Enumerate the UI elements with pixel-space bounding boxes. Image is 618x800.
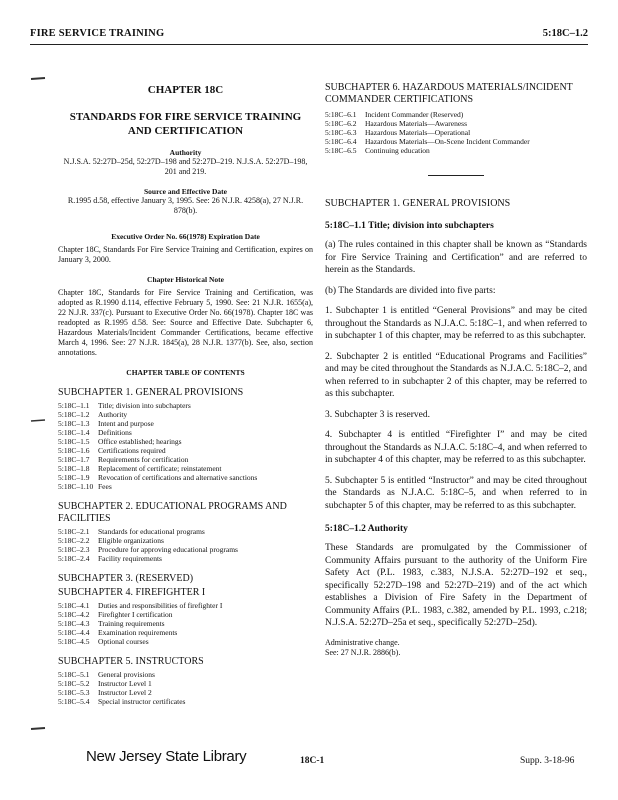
header-title: FIRE SERVICE TRAINING [30,28,165,39]
toc-row [58,401,257,410]
toc-section-title: Duties and responsibilities of firefighter I [98,601,223,610]
toc-section-number: 5:18C–1.5 [58,437,90,446]
toc-section-number: 5:18C–1.3 [58,419,90,428]
toc-section-title: Facility requirements [98,554,162,563]
toc-section-number: 5:18C–2.4 [58,554,90,563]
source-heading: Source and Effective Date [144,187,227,196]
toc-subchapter-3: SUBCHAPTER 3. (RESERVED) [58,573,194,584]
toc-section-number: 5:18C–1.6 [58,446,90,455]
toc-section-title: Eligible organizations [98,536,164,545]
toc-list-6 [325,110,530,155]
toc-section-number: 5:18C–1.9 [58,473,90,482]
para-b2: 2. Subchapter 2 is entitled “Educational Programs and Facilities” and may be cited throughout the Standards as N.J.A.C. 5:18C–2, and when referred to in subchapter 2 of this chapter, may be referred to as this subchapter. [325,351,588,399]
toc-section-title: Revocation of certifications and alternative sanctions [98,473,258,482]
toc-section-number: 5:18C–4.3 [58,619,90,628]
toc-row [58,527,238,536]
toc-section-title: Hazardous Materials—Awareness [365,119,467,128]
toc-row [58,464,257,473]
toc-row [58,697,185,706]
toc-section-title: Certifications required [98,446,166,455]
toc-list-4 [58,601,222,646]
toc-section-number: 5:18C–1.8 [58,464,90,473]
para-authority: These Standards are promulgated by the Commissioner of Community Affairs pursuant to the authority of the Uniform Fire Safety Act (P.L. 1983, c.383, N.J.S.A. 52:27D–192 et seq., specifically 52:27D–198 and 52:27D–219) and of the act which establishes a Division of Fire Safety in the Department of Community Affairs (P.L. 1983, c.382, amended by P.L. 1993, c.218; N.J.S.A. 52:27D–25a et seq., specifically 52:27D–25d). [325,543,587,628]
section-1-2-heading: 5:18C–1.2 Authority [325,524,408,534]
toc-row [325,137,530,146]
toc-row [325,146,530,155]
toc-subchapter-2: SUBCHAPTER 2. EDUCATIONAL PROGRAMS AND FACILITIES [58,501,287,524]
toc-heading: CHAPTER TABLE OF CONTENTS [126,368,245,377]
toc-row [325,119,530,128]
toc-section-title: Hazardous Materials—Operational [365,128,471,137]
toc-section-number: 5:18C–1.1 [58,401,90,410]
left-column [58,78,313,706]
supplement-date: Supp. 3-18-96 [520,756,575,766]
para-b5: 5. Subchapter 5 is entitled “Instructor” and may be cited throughout the Standards as N.J.A.C. 5:18C–5, and when referred to in subchapter 5 of this chapter, may be referred to as this subchapter. [325,475,587,511]
exec-order-text: Chapter 18C, Standards For Fire Service Training and Certification, expires on January 3, 2000. [58,245,313,264]
toc-row [58,688,185,697]
toc-section-title: Training requirements [98,619,165,628]
toc-section-number: 5:18C–4.1 [58,601,90,610]
toc-section-number: 5:18C–5.2 [58,679,90,688]
toc-row [58,455,257,464]
toc-section-number: 5:18C–5.4 [58,697,90,706]
toc-row [325,128,530,137]
toc-section-title: Special instructor certificates [98,697,186,706]
section-1-1-heading: 5:18C–1.1 Title; division into subchapters [325,221,494,231]
exec-order-heading: Executive Order No. 66(1978) Expiration Date [111,232,260,241]
toc-subchapter-6: SUBCHAPTER 6. HAZARDOUS MATERIALS/INCIDENT COMMANDER CERTIFICATIONS [325,82,573,105]
toc-subchapter-4: SUBCHAPTER 4. FIREFIGHTER I [58,587,206,598]
toc-row [58,619,222,628]
toc-section-title: Requirements for certification [98,455,189,464]
toc-section-title: Continuing education [365,146,430,155]
toc-list-2 [58,527,238,563]
toc-section-title: General provisions [98,670,155,679]
toc-row [58,628,222,637]
toc-section-title: Optional courses [98,637,149,646]
toc-row [58,419,257,428]
toc-row [58,482,257,491]
toc-section-title: Title; division into subchapters [98,401,191,410]
para-a: (a) The rules contained in this chapter shall be known as “Standards for Fire Service Training and Certification” and are referred to herein as the Standards. [325,240,587,275]
toc-section-title: Hazardous Materials—On-Scene Incident Commander [365,137,530,146]
toc-row [58,428,257,437]
note-line-1: Administrative change. [325,637,400,647]
toc-section-title: Office established; hearings [98,437,182,446]
toc-row [58,554,238,563]
toc-section-title: Authority [98,410,128,419]
toc-section-title: Replacement of certificate; reinstatement [98,464,222,473]
toc-row [58,679,185,688]
toc-section-number: 5:18C–6.5 [325,146,357,155]
toc-subchapter-1: SUBCHAPTER 1. GENERAL PROVISIONS [58,387,244,398]
right-column [325,82,587,658]
chapter-number: CHAPTER 18C [147,84,224,96]
toc-section-number: 5:18C–4.5 [58,637,90,646]
toc-row [58,601,222,610]
toc-section-number: 5:18C–6.3 [325,128,357,137]
toc-section-title: Firefighter I certification [98,610,173,619]
toc-list-5 [58,670,185,706]
toc-row [58,437,257,446]
running-header [30,28,588,45]
toc-section-number: 5:18C–4.2 [58,610,90,619]
toc-section-number: 5:18C–2.3 [58,545,90,554]
toc-section-title: Examination requirements [98,628,178,637]
page-number: 18C-1 [300,756,325,766]
library-logo: New Jersey State Library [86,748,247,765]
toc-section-number: 5:18C–2.1 [58,527,90,536]
toc-section-number: 5:18C–4.4 [58,628,90,637]
toc-section-number: 5:18C–2.2 [58,536,90,545]
margin-mark-icon [30,76,46,81]
margin-mark-icon [30,726,46,731]
toc-row [58,536,238,545]
toc-section-number: 5:18C–1.2 [58,410,90,419]
toc-section-number: 5:18C–6.2 [325,119,357,128]
para-b: (b) The Standards are divided into five parts: [325,285,496,296]
toc-section-number: 5:18C–6.1 [325,110,357,119]
toc-section-title: Fees [98,482,112,491]
toc-row [58,446,257,455]
toc-row [58,545,238,554]
toc-row [58,473,257,482]
subchapter-1-title: SUBCHAPTER 1. GENERAL PROVISIONS [325,198,511,209]
header-section: 5:18C–1.2 [542,28,588,39]
toc-section-number: 5:18C–1.10 [58,482,94,491]
margin-mark-icon [30,418,46,423]
toc-section-number: 5:18C–1.4 [58,428,90,437]
toc-list-1 [58,401,257,491]
toc-section-title: Procedure for approving educational programs [98,545,238,554]
history-text: Chapter 18C, Standards for Fire Service Training and Certification, was adopted as R.1990 d.114, effective February 5, 1990. See: 21 N.J.R. 1655(a), 22 N.J.R. 337(c). Pursuant to Executive Order No. 66(1978). Chapter 18C was readopted as R.1995 d.58. See: Source and Effective Date. Subchapter 6, Hazardous Materials/Incident Commander Certifications, became effective March 4, 1996. See: 27 N.J.R. 1845(a), 28 N.J.R. 1377(b). See, also, section annotations. [58,288,313,357]
toc-row [58,610,222,619]
para-b3: 3. Subchapter 3 is reserved. [325,409,430,420]
toc-subchapter-5: SUBCHAPTER 5. INSTRUCTORS [58,656,204,667]
chapter-title: STANDARDS FOR FIRE SERVICE TRAINING AND CERTIFICATION [69,111,302,137]
toc-section-title: Instructor Level 2 [98,688,152,697]
toc-section-title: Incident Commander (Reserved) [365,110,464,119]
authority-text: N.J.S.A. 52:27D–25d, 52:27D–198 and 52:27D–219. N.J.S.A. 52:27D–198, 201 and 219. [63,157,308,176]
toc-row [58,670,185,679]
toc-section-title: Definitions [98,428,132,437]
toc-section-title: Instructor Level 1 [98,679,152,688]
source-text: R.1995 d.58, effective January 3, 1995. See: 26 N.J.R. 4258(a), 27 N.J.R. 878(b). [67,196,304,215]
para-b4: 4. Subchapter 4 is entitled “Firefighter I” and may be cited throughout the Standards as N.J.A.C. 5:18C–4, and when referred to in subchapter 4 of this chapter, may be referred to as this subchapter. [325,430,587,465]
divider-rule [428,175,484,176]
note-line-2: See: 27 N.J.R. 2886(b). [325,647,401,657]
toc-section-title: Intent and purpose [98,419,154,428]
authority-heading: Authority [169,148,202,157]
toc-section-number: 5:18C–6.4 [325,137,357,146]
para-b1: 1. Subchapter 1 is entitled “General Provisions” and may be cited throughout the Standards as N.J.A.C. 5:18C–1, and when referred to in subchapter 1 of this chapter, may be referred to as this subchapter. [325,306,587,341]
toc-row [58,410,257,419]
toc-section-number: 5:18C–1.7 [58,455,90,464]
toc-row [58,637,222,646]
toc-section-number: 5:18C–5.1 [58,670,90,679]
history-heading: Chapter Historical Note [147,275,224,284]
toc-row [325,110,530,119]
toc-section-number: 5:18C–5.3 [58,688,90,697]
toc-section-title: Standards for educational programs [98,527,205,536]
